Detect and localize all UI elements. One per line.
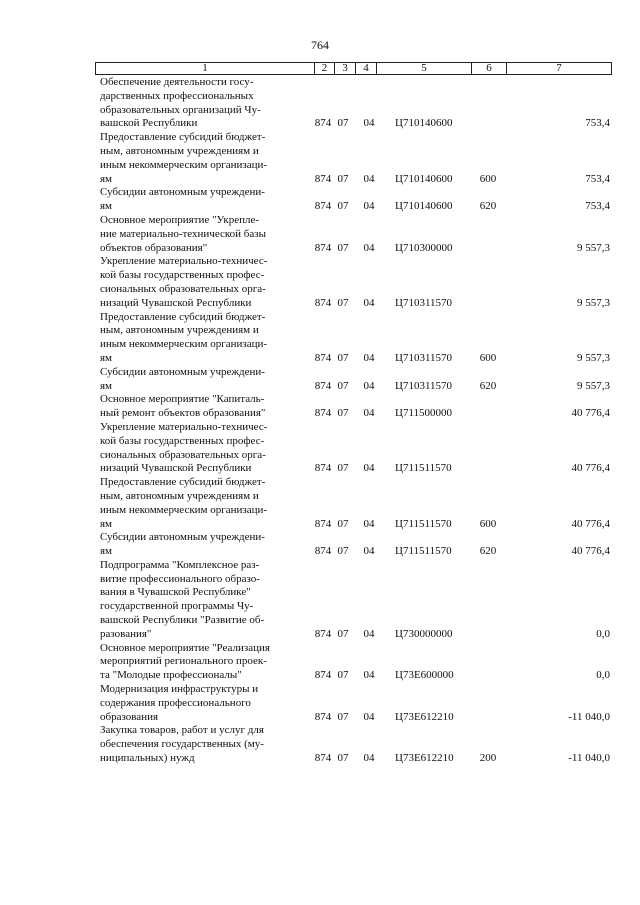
subsection-code: 04 [363,379,375,392]
header-col-7: 7 [506,63,611,74]
table-row [0,214,640,255]
expense-type: 620 [479,545,497,558]
amount: -11 040,0 [568,710,610,723]
expense-type: 620 [479,379,497,392]
row-description: Субсидии автономным учреждени- ям [100,365,265,392]
table-header [95,62,612,75]
ministry-code: 874 [314,545,332,558]
section-code: 07 [337,379,349,392]
row-description: Укрепление материально-техничес- кой базы государственных профес- сиональных образовательных орга- низаций Чувашской Республики [100,255,268,309]
subsection-code: 04 [363,517,375,530]
ministry-code: 874 [314,752,332,765]
amount: 40 776,4 [571,517,610,530]
table-row [0,724,640,765]
subsection-code: 04 [363,351,375,364]
row-description: Субсидии автономным учреждени- ям [100,531,265,558]
target-article: Ц710140600 [395,117,453,130]
ministry-code: 874 [314,200,332,213]
row-description: Основное мероприятие "Укрепле- ние материально-технической базы объектов образования" [100,213,267,254]
ministry-code: 874 [314,117,332,130]
row-description: Укрепление материально-техничес- кой базы государственных профес- сиональных образовательных орга- низаций Чувашской Республики [100,420,268,475]
expense-type: 200 [479,752,497,765]
subsection-code: 04 [363,296,375,309]
section-code: 07 [337,296,349,309]
subsection-code: 04 [363,669,375,682]
ministry-code: 874 [314,296,332,309]
row-description: Предоставление субсидий бюджет- ным, автономным учреждениям и иным некоммерческим организаци- ям [100,476,268,530]
section-code: 07 [337,545,349,558]
ministry-code: 874 [314,407,332,420]
target-article: Ц73Е612210 [395,752,454,765]
header-col-5: 5 [376,63,471,74]
ministry-code: 874 [314,669,332,682]
subsection-code: 04 [363,407,375,420]
row-description: Основное мероприятие "Реализация мероприятий регионального проек- та "Молодые профессионалы" [100,641,270,682]
row-description: Предоставление субсидий бюджет- ным, автономным учреждениям и иным некоммерческим организаци- ям [100,310,268,364]
table-row [0,255,640,310]
subsection-code: 04 [363,627,375,640]
subsection-code: 04 [363,117,375,130]
ministry-code: 874 [314,351,332,364]
row-description: Субсидии автономным учреждени- ям [100,186,265,213]
subsection-code: 04 [363,752,375,765]
target-article: Ц710140600 [395,172,453,185]
row-description: Предоставление субсидий бюджет- ным, автономным учреждениям и иным некоммерческим организаци- ям [100,131,268,185]
target-article: Ц730000000 [395,627,453,640]
ministry-code: 874 [314,710,332,723]
amount: 40 776,4 [571,545,610,558]
header-col-3: 3 [334,63,355,74]
table-row [0,531,640,559]
target-article: Ц711511570 [395,517,452,530]
subsection-code: 04 [363,200,375,213]
section-code: 07 [337,200,349,213]
target-article: Ц710311570 [395,296,453,309]
ministry-code: 874 [314,241,332,254]
page-number: 764 [311,38,329,52]
amount: -11 040,0 [568,752,610,765]
amount: 753,4 [585,117,610,130]
ministry-code: 874 [314,627,332,640]
expense-type: 600 [479,351,497,364]
target-article: Ц73Е612210 [395,710,454,723]
amount: 753,4 [585,172,610,185]
amount: 9 557,3 [577,241,610,254]
amount: 40 776,4 [571,462,610,475]
section-code: 07 [337,172,349,185]
ministry-code: 874 [314,172,332,185]
row-description: Подпрограмма "Комплексное раз- витие профессионального образо- вания в Чувашской Республике" государственной программы Чу- вашской Республики "Развитие об- разования" [100,558,265,640]
row-description: Обеспечение деятельности госу- дарственных профессиональных образовательных организаций Чу- вашской Республики [100,76,261,130]
table-row [0,366,640,394]
amount: 0,0 [596,669,610,682]
expense-type: 620 [479,200,497,213]
row-description: Модернизация инфраструктуры и содержания профессионального образования [100,683,259,723]
table-row [0,311,640,366]
target-article: Ц710311570 [395,379,453,392]
table-row [0,642,640,683]
header-col-2: 2 [314,63,334,74]
ministry-code: 874 [314,517,332,530]
subsection-code: 04 [363,545,375,558]
row-description: Закупка товаров, работ и услуг для обеспечения государственных (му- ниципальных) нужд [100,724,264,765]
table-row [0,559,640,642]
section-code: 07 [337,462,349,475]
header-col-4: 4 [355,63,376,74]
amount: 9 557,3 [577,351,610,364]
table-row [0,683,640,724]
amount: 9 557,3 [577,296,610,309]
budget-table [0,76,640,766]
section-code: 07 [337,669,349,682]
ministry-code: 874 [314,379,332,392]
amount: 40 776,4 [571,407,610,420]
target-article: Ц73Е600000 [395,669,454,682]
table-row [0,476,640,531]
amount: 9 557,3 [577,379,610,392]
header-col-1: 1 [202,62,208,74]
amount: 753,4 [585,200,610,213]
table-row [0,186,640,214]
section-code: 07 [337,627,349,640]
subsection-code: 04 [363,710,375,723]
table-row [0,76,640,131]
target-article: Ц710311570 [395,351,453,364]
row-description: Основное мероприятие "Капиталь- ный ремонт объектов образования" [100,393,266,420]
subsection-code: 04 [363,172,375,185]
header-col-6: 6 [471,63,506,74]
target-article: Ц711511570 [395,462,452,475]
expense-type: 600 [479,517,497,530]
amount: 0,0 [596,627,610,640]
table-row [0,131,640,186]
subsection-code: 04 [363,241,375,254]
section-code: 07 [337,351,349,364]
section-code: 07 [337,407,349,420]
ministry-code: 874 [314,462,332,475]
section-code: 07 [337,710,349,723]
subsection-code: 04 [363,462,375,475]
section-code: 07 [337,752,349,765]
target-article: Ц710140600 [395,200,453,213]
target-article: Ц710300000 [395,241,453,254]
section-code: 07 [337,517,349,530]
expense-type: 600 [479,172,497,185]
table-row [0,421,640,476]
target-article: Ц711511570 [395,545,452,558]
table-row [0,393,640,421]
section-code: 07 [337,241,349,254]
target-article: Ц711500000 [395,407,453,420]
section-code: 07 [337,117,349,130]
